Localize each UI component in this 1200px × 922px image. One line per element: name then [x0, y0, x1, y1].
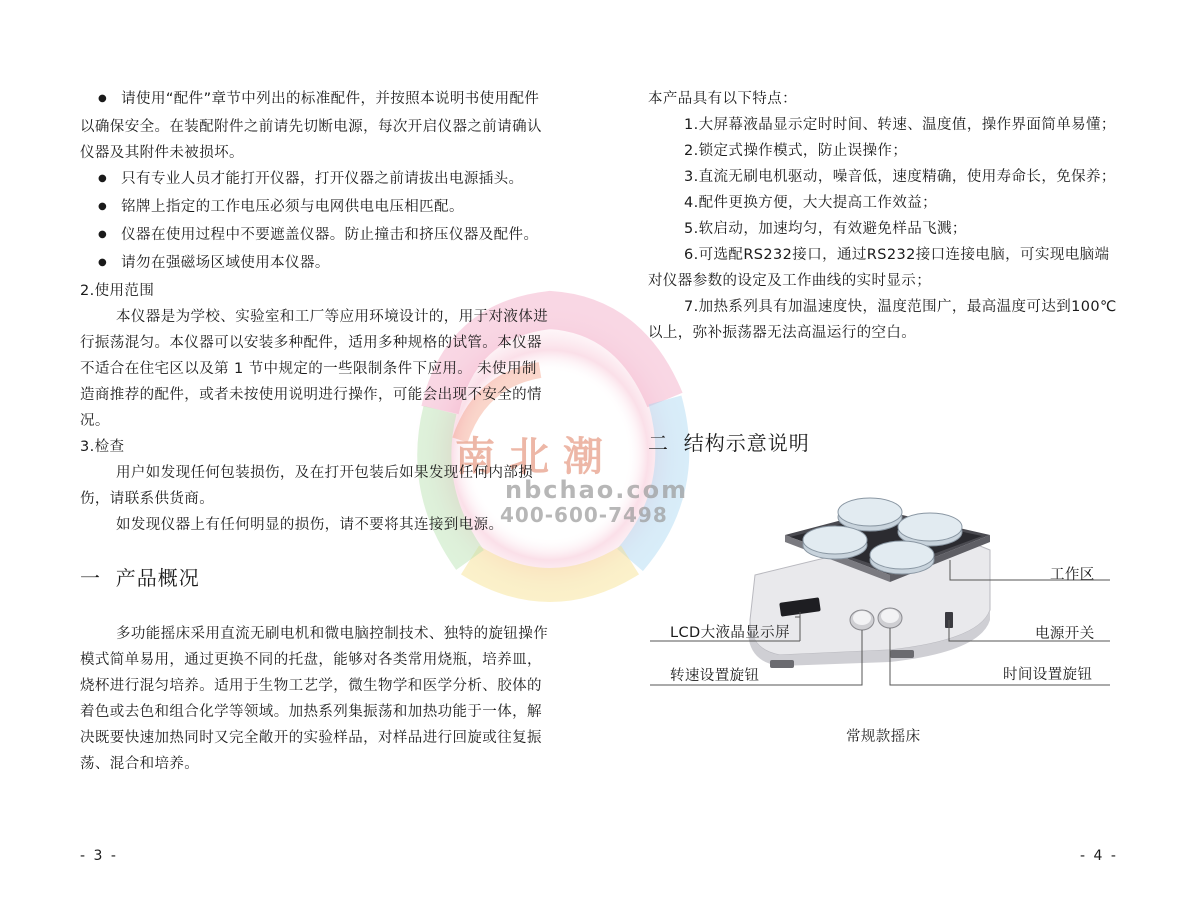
- watermark-brand-cn: 南北潮: [455, 434, 617, 480]
- section-2-title: 2.使用范围: [80, 283, 155, 299]
- speed-knob: [850, 610, 874, 630]
- chapter-1-title: 一 产品概况: [80, 566, 200, 590]
- label-lcd: LCD大液晶显示屏: [670, 625, 790, 641]
- features-title: 本产品具有以下特点：: [648, 91, 797, 107]
- page-number-right: - 4 -: [1080, 848, 1118, 864]
- section-3-paragraph-1: 用户如发现任何包装损伤，及在打开包装后如果发现任何内部损伤，请联系供货商。: [80, 465, 534, 507]
- watermark-phone: 400-600-7498: [500, 503, 668, 527]
- feature-6: 6.可选配RS232接口，通过RS232接口连接电脑，可实现电脑端对仪器参数的设定及工作曲线的实时显示；: [648, 247, 1110, 289]
- page-number-left: - 3 -: [80, 848, 118, 864]
- watermark-brand-en: nbchao.com: [505, 476, 689, 504]
- time-knob: [878, 608, 902, 628]
- section-3-paragraph-2: 如发现仪器上有任何明显的损伤，请不要将其连接到电源。: [116, 517, 504, 533]
- right-column: [648, 86, 1120, 346]
- label-work-area: 工作区: [1050, 567, 1095, 583]
- feature-2: 2.锁定式操作模式，防止误操作；: [684, 143, 908, 159]
- bullet-text: 请勿在强磁场区域使用本仪器。: [121, 255, 330, 271]
- bullet-text: 只有专业人员才能打开仪器，打开仪器之前请拔出电源插头。: [121, 171, 524, 187]
- bullet-professional: [98, 166, 550, 194]
- petri-dish-1: [838, 498, 902, 531]
- feature-4: 4.配件更换方便，大大提高工作效益；: [684, 195, 938, 211]
- feature-3: 3.直流无刷电机驱动，噪音低，速度精确，使用寿命长，免保养；: [684, 169, 1116, 185]
- bullet-accessories: [80, 86, 550, 166]
- chapter-2-title: 二 结构示意说明: [648, 431, 810, 455]
- label-speed-knob: 转速设置旋钮: [670, 668, 760, 684]
- chapter-1-body: 多功能摇床采用直流无刷电机和微电脑控制技术、独特的旋钮操作模式简单易用，通过更换不同的托盘，能够对各类常用烧瓶，培养皿，烧杯进行混匀培养。适用于生物工艺学，微生物学和医学分析、胶体的着色或去色和组合化学等领域。加热系列集振荡和加热功能于一体，解决既要快速加热同时又完全敞开的实验样品，对样品进行回旋或往复振荡、混合和培养。: [80, 626, 549, 772]
- label-power-switch: 电源开关: [1035, 626, 1095, 642]
- feature-7: 7.加热系列具有加温速度快，温度范围广，最高温度可达到100℃以上，弥补振荡器无法高温运行的空白。: [648, 299, 1117, 341]
- bullet-voltage: [98, 194, 550, 222]
- figure-caption: 常规款摇床: [846, 729, 921, 745]
- bullet-text: 仪器在使用过程中不要遮盖仪器。防止撞击和挤压仪器及配件。: [121, 227, 539, 243]
- bullet-cover: [98, 222, 550, 250]
- bullet-text: 铭牌上指定的工作电压必须与电网供电电压相匹配。: [121, 199, 464, 215]
- petri-dish-4: [870, 541, 934, 574]
- petri-dish-3: [803, 526, 867, 559]
- feature-1: 1.大屏幕液晶显示定时时间、转速、温度值，操作界面简单易懂；: [684, 117, 1116, 133]
- feature-5: 5.软启动，加速均匀，有效避免样品飞溅；: [684, 221, 967, 237]
- bullet-text: 请使用“配件”章节中列出的标准配件，并按照本说明书使用配件以确保安全。在装配附件之前请先切断电源，每次开启仪器之前请确认仪器及其附件未被损坏。: [80, 91, 542, 161]
- bullet-magnetic: [98, 250, 550, 278]
- label-time-knob: 时间设置旋钮: [1003, 667, 1093, 683]
- left-column: [80, 86, 550, 538]
- section-3-title: 3.检查: [80, 439, 125, 455]
- section-2-body: 本仪器是为学校、实验室和工厂等应用环境设计的，用于对液体进行振荡混匀。本仪器可以安装多种配件，适用多种规格的试管。本仪器不适合在住宅区以及第 1 节中规定的一些限制条件下应用。 未使用制造商推荐的配件，或者未按使用说明进行操作，可能会出现不安全的情况。: [80, 309, 549, 429]
